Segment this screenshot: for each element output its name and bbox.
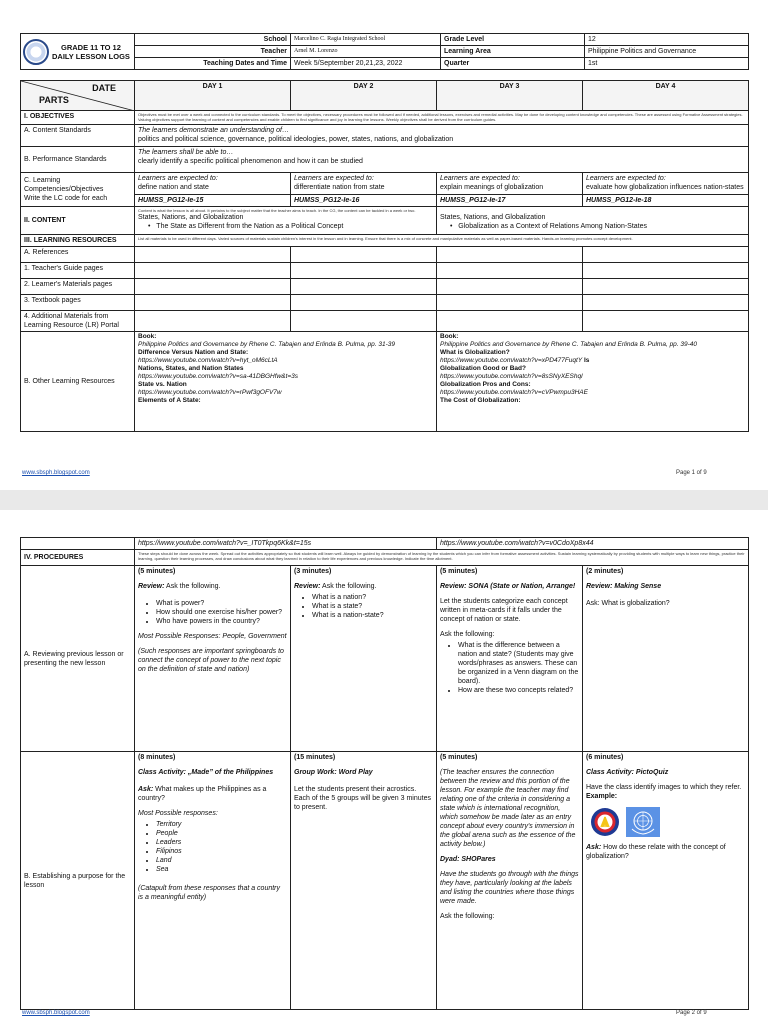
step-a-day4: (2 minutes) Review: Making Sense Ask: What is globalization? xyxy=(583,566,749,752)
page-number-1: Page 1 of 9 xyxy=(676,470,707,476)
lc-code-d1: HUMSS_PG12-Ie-15 xyxy=(135,195,291,207)
link-8ss[interactable]: https://www.youtube.com/watch?v=8sSNyXEShql xyxy=(440,373,583,380)
learning-resources-label: III. LEARNING RESOURCES xyxy=(21,235,135,247)
step-b-label: B. Establishing a purpose for the lesson xyxy=(21,752,135,1010)
dates-label: Teaching Dates and Time xyxy=(135,58,291,70)
additional-materials-label: 4. Additional Materials from Learning Resource (LR) Portal xyxy=(21,311,135,332)
step-a-day3: (5 minutes) Review: SONA (State or Nation, Arrange! Let the students categorize each concept written in meta-cards if it falls under the concept of nation or state. Ask the following: • What is the difference between a nation and state? (Students may give words/phrases as answers. These can be organized in a Venn diagram on the board). • How are these two concepts related? xyxy=(437,566,583,752)
content-standards-intro: The learners demonstrate an understanding of… xyxy=(138,127,289,134)
teachers-guide-label: 1. Teacher's Guide pages xyxy=(21,263,135,279)
other-resources-right: Book: Philippine Politics and Governance by Rhene C. Tabajen and Erlinda B. Pulma, pp. 39-40 What is Globalization? https://www.youtube.com/watch?v=xPD477FuqtY Is Globalization Good or Bad? https://www.youtube.com/watch?v=8sSNyXEShql Globalization Pros and Cons: https://www.youtube.com/watch?v=cVPwmpu3HAE The Cost of Globalization: xyxy=(437,332,749,432)
step-a-day2: (3 minutes) Review: Ask the following. • What is a nation? • What is a state? • What is a nation-state? xyxy=(291,566,437,752)
content-left-title: States, Nations, and Globalization xyxy=(138,214,244,221)
page-1 xyxy=(0,0,768,490)
performance-standards-intro: The learners shall be able to… xyxy=(138,149,234,156)
date-parts-corner xyxy=(21,81,135,111)
content-standards-label: A. Content Standards xyxy=(21,125,135,147)
footer-site-link[interactable]: www.sbsph.blogspot.com xyxy=(22,470,90,476)
other-resources-left: Book: Philippine Politics and Governance by Rhene C. Tabajen and Erlinda B. Pulma, pp. 31-39 Difference Versus Nation and State: https://www.youtube.com/watch?v=hyt_oM6cLtA Nations, States, and Nation States https://www.youtube.com/watch?v=sa-41DBGHfw&t=3s State vs. Nation https://www.youtube.com/watch?v=rPwf3gOFV7w Elements of A State: xyxy=(135,332,437,432)
link-cvp[interactable]: https://www.youtube.com/watch?v=cVPwmpu3HAE xyxy=(440,389,588,396)
procedures-label: IV. PROCEDURES xyxy=(21,550,135,566)
header-logo-cell xyxy=(21,34,135,70)
expect-d4: Learners are expected to: xyxy=(586,175,666,182)
step-a-day1: (5 minutes) Review: Ask the following. • What is power? • How should one exercise his/her power? • Who have powers in the country? Most Possible Responses: People, Government (Such responses are important springboards to connect the concept of power to the next topic on the definition of state and nation) xyxy=(135,566,291,752)
content-label: II. CONTENT xyxy=(21,207,135,235)
deped-seal-icon xyxy=(23,39,49,65)
day-3-header: DAY 3 xyxy=(437,81,583,111)
procedures-table xyxy=(20,537,748,1009)
quarter-value: 1st xyxy=(585,58,749,70)
lc-code-d3: HUMSS_PG12-Ie-17 xyxy=(437,195,583,207)
performance-standards-text: clearly identify a specific political phenomenon and how it can be studied xyxy=(138,158,363,165)
step-b-day4: (6 minutes) Class Activity: PictoQuiz Have the class identify images to which they refer. Example: Ask: How do these relate with the concept of globalization? xyxy=(583,752,749,1010)
expect-d3: Learners are expected to: xyxy=(440,175,520,182)
link-sa41[interactable]: https://www.youtube.com/watch?v=sa-41DBGHfw&t=3s xyxy=(138,373,299,380)
area-label: Learning Area xyxy=(441,46,585,58)
textbook-pages-label: 3. Textbook pages xyxy=(21,295,135,311)
competency-d2: differentiate nation from state xyxy=(294,184,385,191)
parts-label: PARTS xyxy=(39,95,69,105)
day-1-header: DAY 1 xyxy=(135,81,291,111)
dates-value: Week 5/September 20,21,23, 2022 xyxy=(291,58,441,70)
step-b-day1: (8 minutes) Class Activity: „Made” of the Philippines Ask: What makes up the Philippines as a country? Most Possible responses: • Territory • People • Leaders • Filipinos • Land • Sea (Catapult from these responses that a country is a meaningful entity) xyxy=(135,752,291,1010)
expect-d1: Learners are expected to: xyxy=(138,175,218,182)
grade-value: 12 xyxy=(585,34,749,46)
procedures-note: These steps should be done across the week. Spread out the activities appropriately so that students will learn well. Always be guided by demonstration of learning by the students which you can infer from formative assessment activities. Sustain learning systematically by providing students with multiple ways to learn new things, practice their learning, question their learning processes, and draw conclusions about what they learned in relation to their life experiences and previous knowledge. Indicate the time allotment. xyxy=(135,550,749,566)
competency-d1: define nation and state xyxy=(138,184,209,191)
step-a-label: A. Reviewing previous lesson or presenting the new lesson xyxy=(21,566,135,752)
area-value: Philippine Politics and Governance xyxy=(585,46,749,58)
step-b-day3: (5 minutes) (The teacher ensures the connection between the review and this portion of the lesson. For example the teacher may find relating one of the criteria in considering a state which is international recognition, which somehow be made later as an entry concept about every country's immersion in the global arena such as the essence of the activity below.) Dyad: SHOPares Have the students go through with the things they have, particularly looking at the labels and listing the countries where those things were made. Ask the following: xyxy=(437,752,583,1010)
objectives-label: I. OBJECTIVES xyxy=(21,111,135,125)
date-label: DATE xyxy=(92,83,116,93)
link-xpd[interactable]: https://www.youtube.com/watch?v=xPD477FuqtY xyxy=(440,357,583,364)
day-2-header: DAY 2 xyxy=(291,81,437,111)
expect-d2: Learners are expected to: xyxy=(294,175,374,182)
footer-site-link-2[interactable]: www.sbsph.blogspot.com xyxy=(22,1010,90,1016)
school-label: School xyxy=(135,34,291,46)
content-right-item: • Globalization as a Context of Relations Among Nation-States xyxy=(450,223,648,230)
step-b-day2: (15 minutes) Group Work: Word Play Let the students present their acrostics. Each of the 5 groups will be given 3 minutes to present. xyxy=(291,752,437,1010)
other-resources-label: B. Other Learning Resources xyxy=(21,332,135,432)
quarter-label: Quarter xyxy=(441,58,585,70)
school-value: Marcelino C. Ragia Integrated School xyxy=(291,34,441,46)
content-right-title: States, Nations, and Globalization xyxy=(440,214,546,221)
lesson-log-table xyxy=(20,33,748,463)
day-4-header: DAY 4 xyxy=(583,81,749,111)
lc-code-d4: HUMSS_PG12-Ie-18 xyxy=(583,195,749,207)
content-standards-text: politics and political science, governance, political ideologies, power, states, nations, and globalization xyxy=(138,136,454,143)
performance-standards-label: B. Performance Standards xyxy=(21,147,135,173)
page-number-2: Page 2 of 9 xyxy=(676,1010,707,1016)
teacher-value: Arnel M. Lorenzo xyxy=(291,46,441,58)
objectives-note: Objectives must be met over a week and connected to the curriculum standards. To meet the objectives, necessary procedures must be followed and if needed, additional lessons, exercises and remedial activities. May be done for developing content knowledge and competencies. These are assessed using Formative Assessment strategies. Valuing objectives support the learning of content and competencies and enable children to find significance and joy in learning the lessons. Weekly objectives shall be derived from the curriculum guides. xyxy=(135,111,749,125)
grade-label: Grade Level xyxy=(441,34,585,46)
content-left-item: • The State as Different from the Nation as a Political Concept xyxy=(148,223,344,230)
competencies-label: C. Learning Competencies/Objectives xyxy=(24,177,104,193)
link-it0[interactable]: https://www.youtube.com/watch?v=_IT0Tkpq6Kk&t=15s xyxy=(135,538,437,550)
content-note: Content is what the lesson is all about. It pertains to the subject matter that the teacher aims to teach. In the CG, the content can be tackled in a week or two. xyxy=(138,208,416,213)
link-v0cdo[interactable]: https://www.youtube.com/watch?v=v0CdoXp8x44 xyxy=(437,538,749,550)
competency-d3: explain meanings of globalization xyxy=(440,184,544,191)
link-rpwf[interactable]: https://www.youtube.com/watch?v=rPwf3gOFV7w xyxy=(138,389,282,396)
pictoquiz-images xyxy=(590,807,745,837)
link-hyt[interactable]: https://www.youtube.com/watch?v=hyt_oM6cLtA xyxy=(138,357,278,364)
learners-materials-label: 2. Learner's Materials pages xyxy=(21,279,135,295)
competency-d4: evaluate how globalization influences nation-states xyxy=(586,184,744,191)
lc-code-label: Write the LC code for each xyxy=(24,195,108,202)
un-logo-icon xyxy=(626,807,660,837)
references-label: A. References xyxy=(21,247,135,263)
lc-code-d2: HUMSS_PG12-Ie-16 xyxy=(291,195,437,207)
asean-logo-icon xyxy=(590,807,620,837)
teacher-label: Teacher xyxy=(135,46,291,58)
title-line-1: GRADE 11 TO 12 xyxy=(61,42,121,52)
learning-resources-note: List all materials to be used in different days. Varied sources of materials sustain children's interest in the lesson and in learning. Ensure that there is a mix of concrete and manipulative materials as well as paper-based materials. Hands-on learning promotes concept development. xyxy=(135,235,749,247)
page-2 xyxy=(0,510,768,1024)
title-line-2: DAILY LESSON LOGS xyxy=(52,51,130,61)
page-gap xyxy=(0,490,768,510)
